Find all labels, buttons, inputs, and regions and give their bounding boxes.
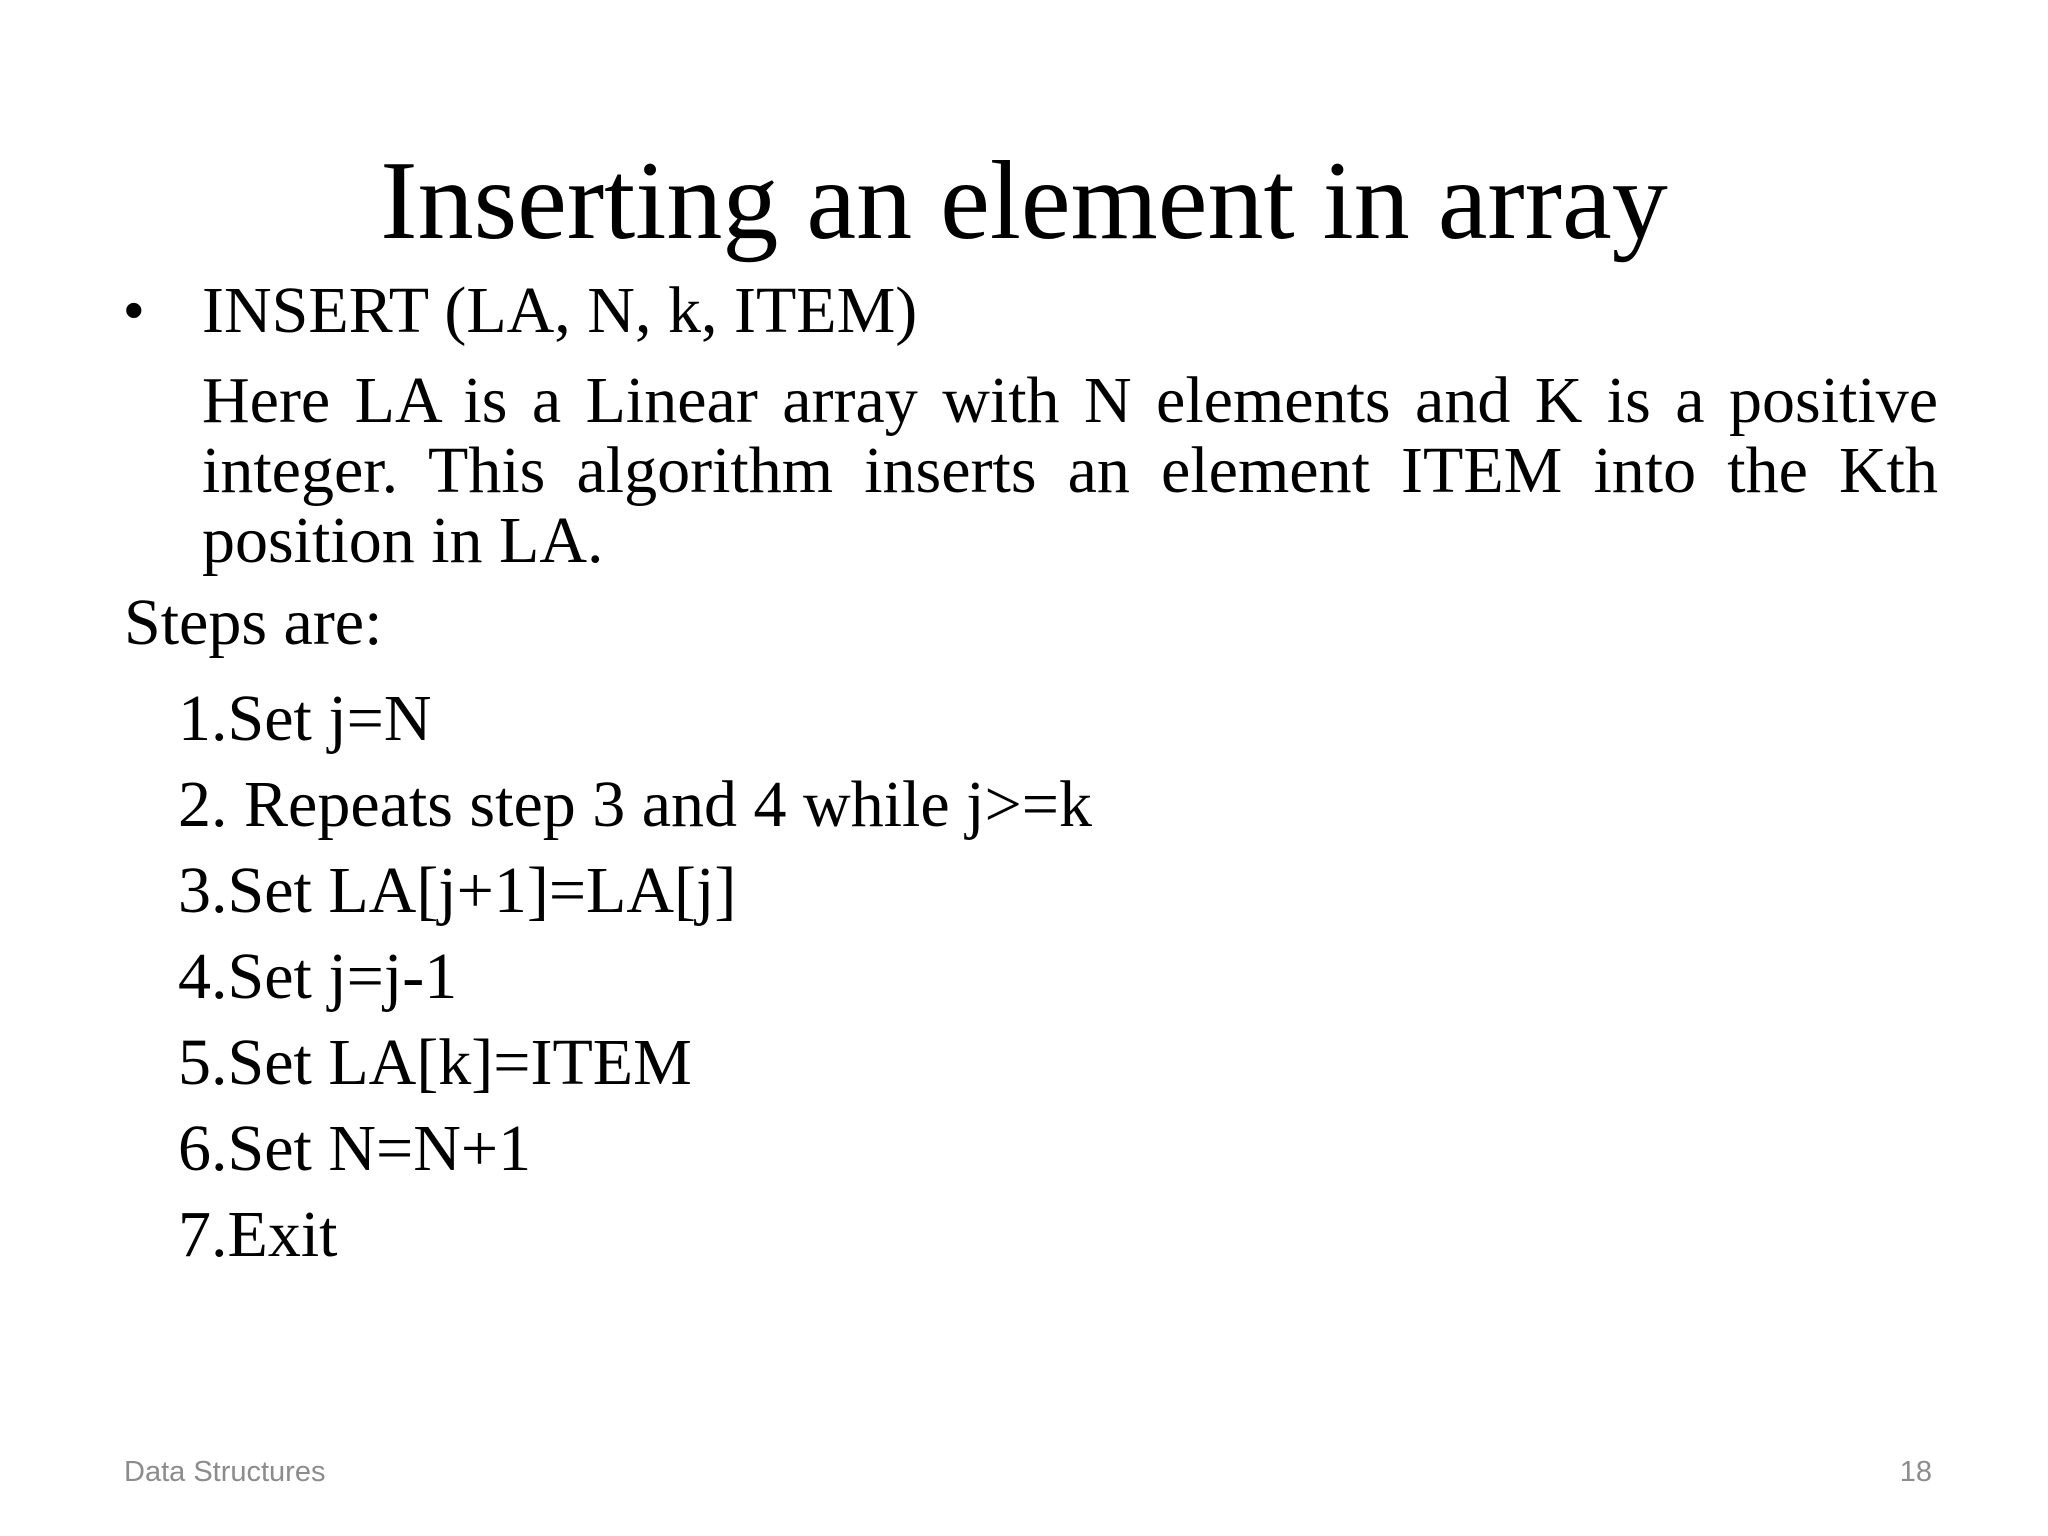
step-item: 2. Repeats step 3 and 4 while j>=k	[178, 768, 1092, 841]
slide-title: Inserting an element in array	[380, 139, 1668, 263]
algorithm-description: Here LA is a Linear array with N elements and K is a positive integer. This algorithm inserts an element ITEM into the Kth position in LA.	[202, 364, 1938, 577]
bullet-dot-icon: •	[124, 278, 144, 341]
step-item: 4.Set j=j-1	[178, 940, 458, 1013]
slide-number: 18	[1899, 1456, 1932, 1488]
footer-course-name: Data Structures	[124, 1456, 326, 1488]
step-item: 6.Set N=N+1	[178, 1112, 532, 1185]
step-item: 5.Set LA[k]=ITEM	[178, 1026, 692, 1099]
bullet-text: INSERT (LA, N, k, ITEM)	[202, 274, 918, 347]
steps-list	[178, 676, 1092, 1278]
step-item: 7.Exit	[178, 1198, 338, 1271]
step-item: 1.Set j=N	[178, 682, 432, 755]
step-item: 3.Set LA[j+1]=LA[j]	[178, 854, 737, 927]
steps-heading: Steps are:	[124, 586, 383, 659]
